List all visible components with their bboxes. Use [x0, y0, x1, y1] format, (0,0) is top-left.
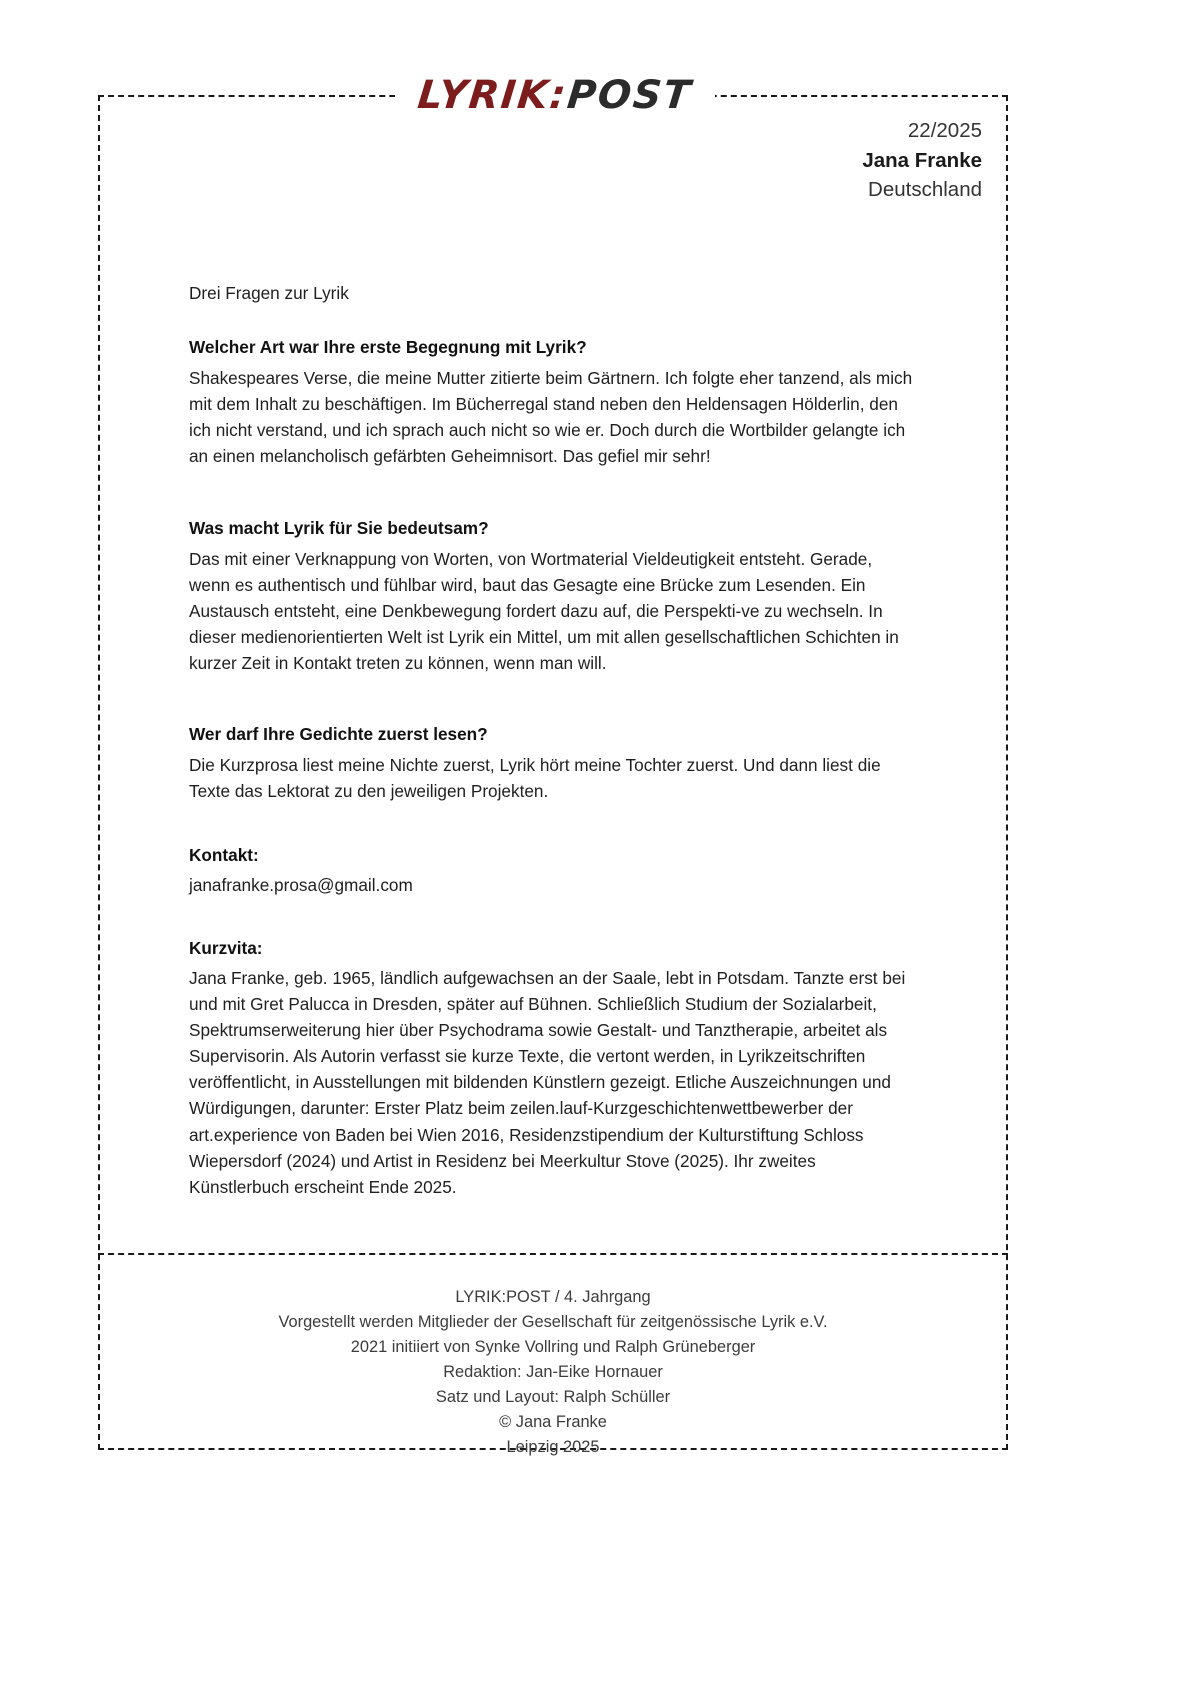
- document-content: [189, 283, 917, 1200]
- question-2: Was macht Lyrik für Sie bedeutsam?: [189, 517, 489, 538]
- spacer-2: [189, 702, 917, 724]
- footer-line-7: Leipzig 2025: [506, 1437, 600, 1456]
- footer-line-3: 2021 initiiert von Synke Vollring und Ralph Grüneberger: [350, 1337, 756, 1356]
- author-name: Jana Franke: [862, 148, 982, 172]
- logo-part-post: POST: [565, 72, 695, 118]
- question-3: Wer darf Ihre Gedichte zuerst lesen?: [189, 724, 488, 745]
- footer-divider: [98, 1253, 1008, 1255]
- footer-line-5: Satz und Layout: Ralph Schüller: [435, 1387, 671, 1406]
- kontakt-email[interactable]: janafranke.prosa@gmail.com: [189, 874, 413, 895]
- document-footer: [98, 1285, 1008, 1460]
- footer-line-2: Vorgestellt werden Mitglieder der Gesellschaft für zeitgenössische Lyrik e.V.: [278, 1312, 828, 1331]
- answer-3: Die Kurzprosa liest meine Nichte zuerst, Lyrik hört meine Tochter zuerst. Und dann liest die Texte das Lektorat zu den jeweiligen Projekten.: [189, 755, 881, 802]
- qa-block-3: [189, 724, 917, 804]
- kontakt-title: Kontakt:: [189, 844, 259, 865]
- kurzvita-title: Kurzvita:: [189, 937, 263, 958]
- footer-line-6: © Jana Franke: [499, 1412, 607, 1431]
- author-country: Deutschland: [868, 178, 982, 202]
- qa-block-1: [189, 337, 917, 470]
- kurzvita-text: Jana Franke, geb. 1965, ländlich aufgewachsen an der Saale, lebt in Potsdam. Tanzte erst bei und mit Gret Palucca in Dresden, später auf Bühnen. Schließlich Studium der Sozialarbeit, Spektrumserweiterung hier über Psychodrama sowie Gestalt- und Tanztherapie, arbeitet als Supervisorin. Als Autorin verfasst sie kurze Texte, die vertont werden, in Lyrikzeitschriften veröffentlicht, in Ausstellungen mit bildenden Künstlern gezeigt. Etliche Auszeichnungen und Würdigungen, darunter: Erster Platz beim zeilen.lauf-Kurzgeschichtenwettbewerber der art.experience von Baden bei Wien 2016, Residenzstipendium der Kulturstiftung Schloss Wiepersdorf (2024) und Artist in Residenz bei Meerkultur Stove (2025). Ihr zweites Künstlerbuch erscheint Ende 2025.: [189, 967, 906, 1197]
- intro-line: Drei Fragen zur Lyrik: [189, 283, 349, 303]
- question-1: Welcher Art war Ihre erste Begegnung mit Lyrik?: [189, 337, 587, 357]
- lyrik-post-logo: [395, 62, 715, 128]
- header-meta: [862, 116, 982, 205]
- kurzvita-section: [189, 938, 917, 1200]
- logo-separator: :: [547, 72, 570, 118]
- issue-number: 22/2025: [907, 119, 982, 142]
- kontakt-section: [189, 845, 917, 898]
- footer-line-1: LYRIK:POST / 4. Jahrgang: [455, 1288, 651, 1306]
- answer-2: Das mit einer Verknappung von Worten, von Wortmaterial Vieldeutigkeit entsteht. Gerade, wenn es authentisch und fühlbar wird, baut das Gesagte eine Brücke zum Lesenden. Ein Austausch entsteht, eine Denkbewegung fordert dazu auf, die Perspekti-ve zu wechseln. In dieser medienorientierten Welt ist Lyrik ein Mittel, um mit allen gesellschaftlichen Schichten in kurzer Zeit in Kontakt treten zu können, wenn man will.: [189, 548, 899, 674]
- qa-block-2: [189, 518, 917, 677]
- footer-line-4: Redaktion: Jan-Eike Hornauer: [443, 1362, 663, 1381]
- answer-1: Shakespeares Verse, die meine Mutter zitierte beim Gärtnern. Ich folgte eher tanzend, als mich mit dem Inhalt zu beschäftigen. Im Bücherregal stand neben den Heldensagen Hölderlin, den ich nicht verstand, und ich sprach auch nicht so wie er. Doch durch die Wortbilder gelangte ich an einen melancholisch gefärbten Geheimnisort. Das gefiel mir sehr!: [189, 368, 913, 467]
- logo-part-lyrik: LYRIK: [415, 72, 553, 118]
- spacer-1: [189, 496, 917, 518]
